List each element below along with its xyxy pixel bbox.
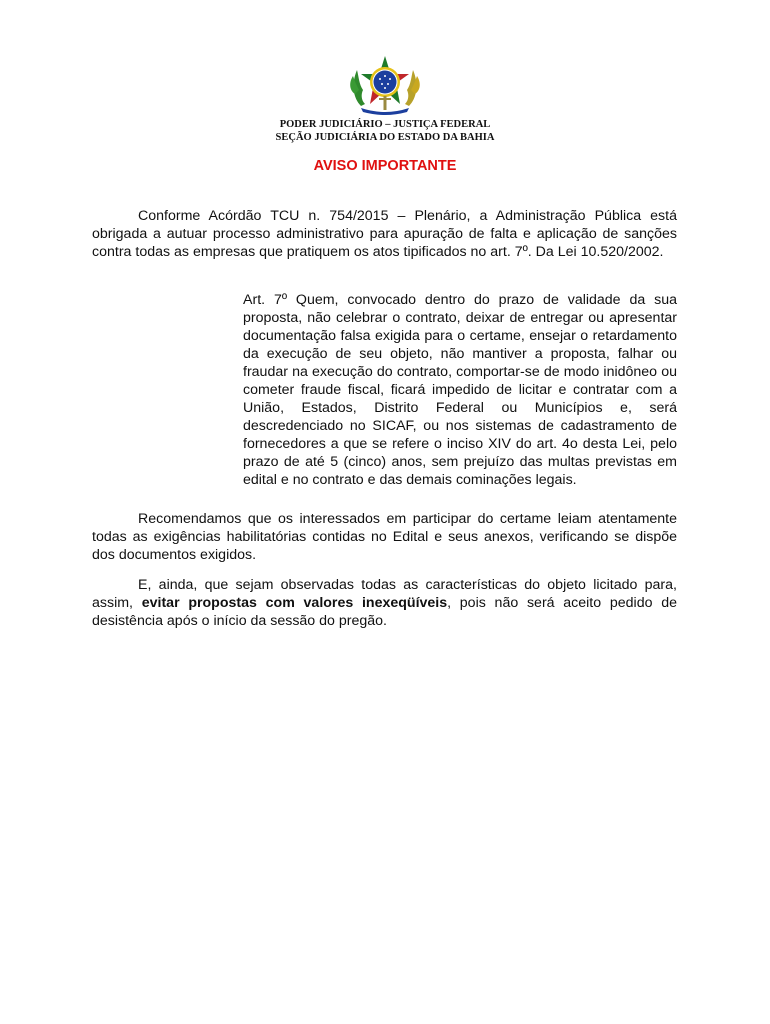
paragraph-3-bold-text: evitar propostas com valores inexeqüíveis — [141, 595, 448, 611]
paragraph-2: Recomendamos que os interessados em participar do certame leiam atentamente todas as exigências habilitatórias contidas no Edital e seus anexos, verificando se dispõe dos documentos exigidos. — [92, 511, 677, 563]
paragraph-1: Conforme Acórdão TCU n. 754/2015 – Plenário, a Administração Pública está obrigada a autuar processo administrativo para apuração de falta e aplicação de sanções contra todas as empresas que pratiquem os atos tipificados no art. 7º. Da Lei 10.520/2002. — [92, 208, 677, 260]
header-line-1: PODER JUDICIÁRIO – JUSTIÇA FEDERAL — [279, 119, 491, 130]
law-quote: Art. 7º Quem, convocado dentro do prazo de validade da sua proposta, não celebrar o contrato, deixar de entregar ou apresentar documentação falsa exigida para o certame, ensejar o retardamento da execução de seu objeto, não mantiver a proposta, falhar ou fraudar na execução do contrato, comportar-se de modo inidôneo ou cometer fraude fiscal, ficará impedido de licitar e contratar com a União, Estados, Distrito Federal ou Municípios e, será descredenciado no SICAF, ou nos sistemas de cadastramento de fornecedores a que se refere o inciso XIV do art. 4o desta Lei, pelo prazo de até 5 (cinco) anos, sem prejuízo das multas previstas em edital e no contrato e das demais cominações legais. — [243, 292, 677, 488]
header-line-2: SEÇÃO JUDICIÁRIA DO ESTADO DA BAHIA — [275, 132, 495, 143]
notice-title: AVISO IMPORTANTE — [313, 158, 457, 174]
paragraph-3-text-start: E, ainda, que sejam observadas todas as características do objeto licitado para, assim, — [92, 577, 677, 611]
paragraph-3 — [92, 576, 677, 630]
brazil-coat-of-arms-icon — [347, 54, 423, 116]
paragraph-3-text-end: , pois não será aceito pedido de desistência após o início da sessão do pregão. — [92, 595, 677, 629]
